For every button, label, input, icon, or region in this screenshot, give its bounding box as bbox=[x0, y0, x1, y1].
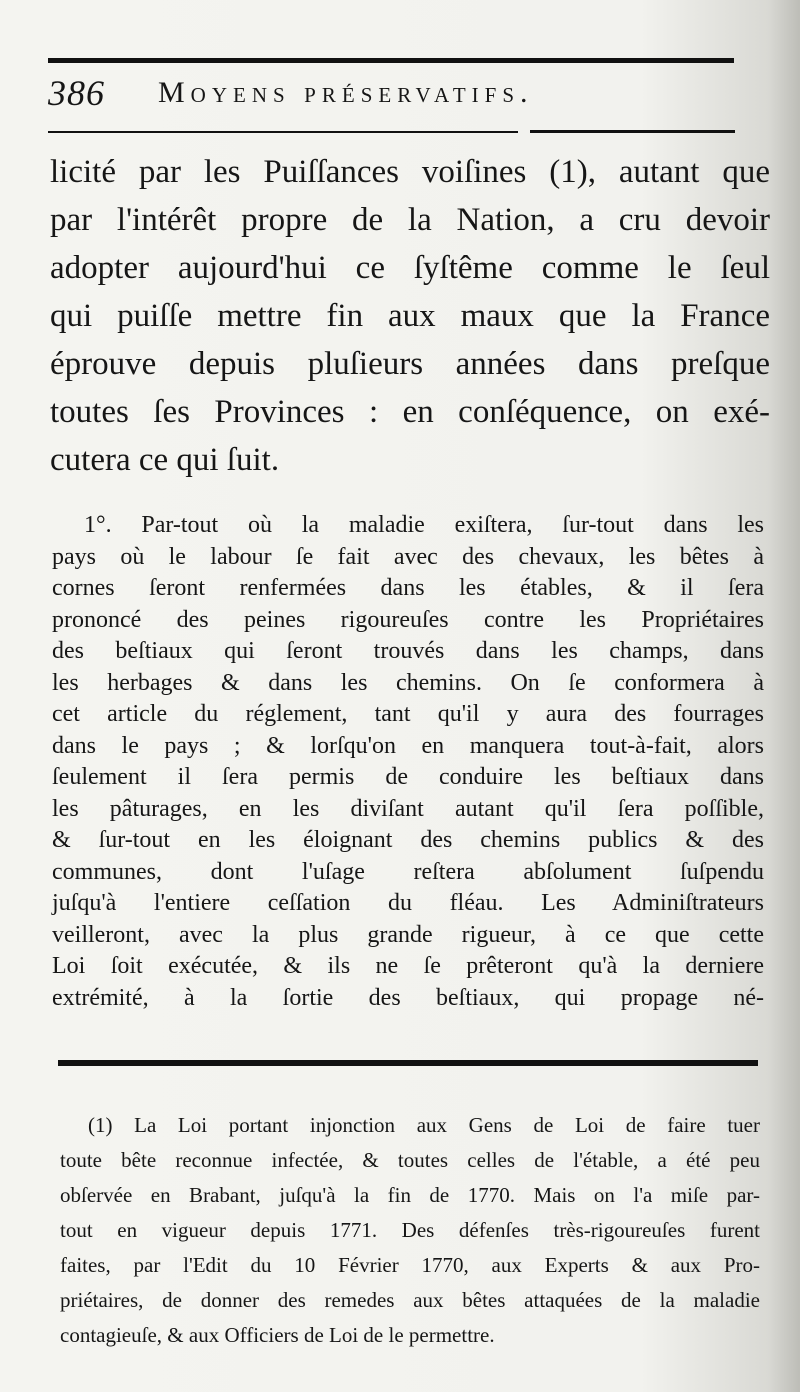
header-underline-right bbox=[530, 130, 735, 133]
page-number: 386 bbox=[48, 73, 105, 113]
text-line: pays où le labour ſe fait avec des chevaux, les bêtes à bbox=[52, 543, 764, 570]
paragraph-continuation bbox=[50, 148, 770, 484]
text-line: les herbages & dans les chemins. On ſe conformera à bbox=[52, 669, 764, 696]
text-line: qui puiſſe mettre fin aux maux que la France bbox=[50, 298, 770, 334]
text-line: 1°. Par-tout où la maladie exiſtera, ſur-tout dans les bbox=[84, 512, 764, 538]
footnote bbox=[60, 1108, 760, 1353]
text-line: les pâturages, en les diviſant autant qu'il ſera poſſible, bbox=[52, 795, 764, 822]
running-head: Moyens préservatifs. bbox=[158, 76, 534, 109]
text-line: des beſtiaux qui ſeront trouvés dans les champs, dans bbox=[52, 638, 764, 664]
article-1-paragraph bbox=[52, 510, 764, 1014]
text-line: par l'intérêt propre de la Nation, a cru devoir bbox=[50, 202, 770, 238]
text-line: extrémité, à la ſortie des beſtiaux, qui propage né- bbox=[52, 984, 764, 1011]
footnote-line: contagieuſe, & aux Officiers de Loi de le permettre. bbox=[60, 1323, 495, 1347]
footnote-line: obſervée en Brabant, juſqu'à la fin de 1770. Mais on l'a miſe par- bbox=[60, 1183, 760, 1207]
text-line: Loi ſoit exécutée, & ils ne ſe prêteront qu'à la derniere bbox=[52, 953, 764, 979]
footnote-rule bbox=[58, 1060, 758, 1066]
footnote-line: faites, par l'Edit du 10 Février 1770, aux Experts & aux Pro- bbox=[60, 1253, 760, 1277]
text-line: communes, dont l'uſage reſtera abſolument ſuſpendu bbox=[52, 858, 764, 885]
text-line: licité par les Puiſſances voiſines (1), autant que bbox=[50, 154, 770, 190]
footnote-line: (1) La Loi portant injonction aux Gens de Loi de faire tuer bbox=[88, 1113, 760, 1137]
page-header bbox=[48, 72, 748, 122]
header-rule bbox=[48, 58, 734, 63]
text-line: éprouve depuis pluſieurs années dans preſque bbox=[50, 346, 770, 382]
footnote-line: toute bête reconnue infectée, & toutes celles de l'étable, a été peu bbox=[60, 1148, 760, 1172]
text-line: toutes ſes Provinces : en conſéquence, on exé- bbox=[50, 394, 770, 430]
text-line: cet article du réglement, tant qu'il y aura des fourrages bbox=[52, 701, 764, 727]
text-line: cutera ce qui ſuit. bbox=[50, 442, 280, 478]
text-line: juſqu'à l'entiere ceſſation du fléau. Les Adminiſtrateurs bbox=[52, 890, 764, 916]
text-line: & ſur-tout en les éloignant des chemins publics & des bbox=[52, 827, 764, 853]
footnote-line: tout en vigueur depuis 1771. Des défenſes très-rigoureuſes furent bbox=[60, 1218, 760, 1242]
header-underline-left bbox=[48, 131, 518, 133]
text-line: prononcé des peines rigoureuſes contre les Propriétaires bbox=[52, 606, 764, 633]
text-line: ſeulement il ſera permis de conduire les beſtiaux dans bbox=[52, 764, 764, 790]
text-line: cornes ſeront renfermées dans les étables, & il ſera bbox=[52, 575, 764, 601]
text-line: adopter aujourd'hui ce ſyſtême comme le ſeul bbox=[50, 250, 770, 286]
text-line: veilleront, avec la plus grande rigueur, à ce que cette bbox=[52, 921, 764, 948]
text-line: dans le pays ; & lorſqu'on en manquera tout-à-fait, alors bbox=[52, 732, 764, 759]
footnote-line: priétaires, de donner des remedes aux bêtes attaquées de la maladie bbox=[60, 1288, 760, 1312]
